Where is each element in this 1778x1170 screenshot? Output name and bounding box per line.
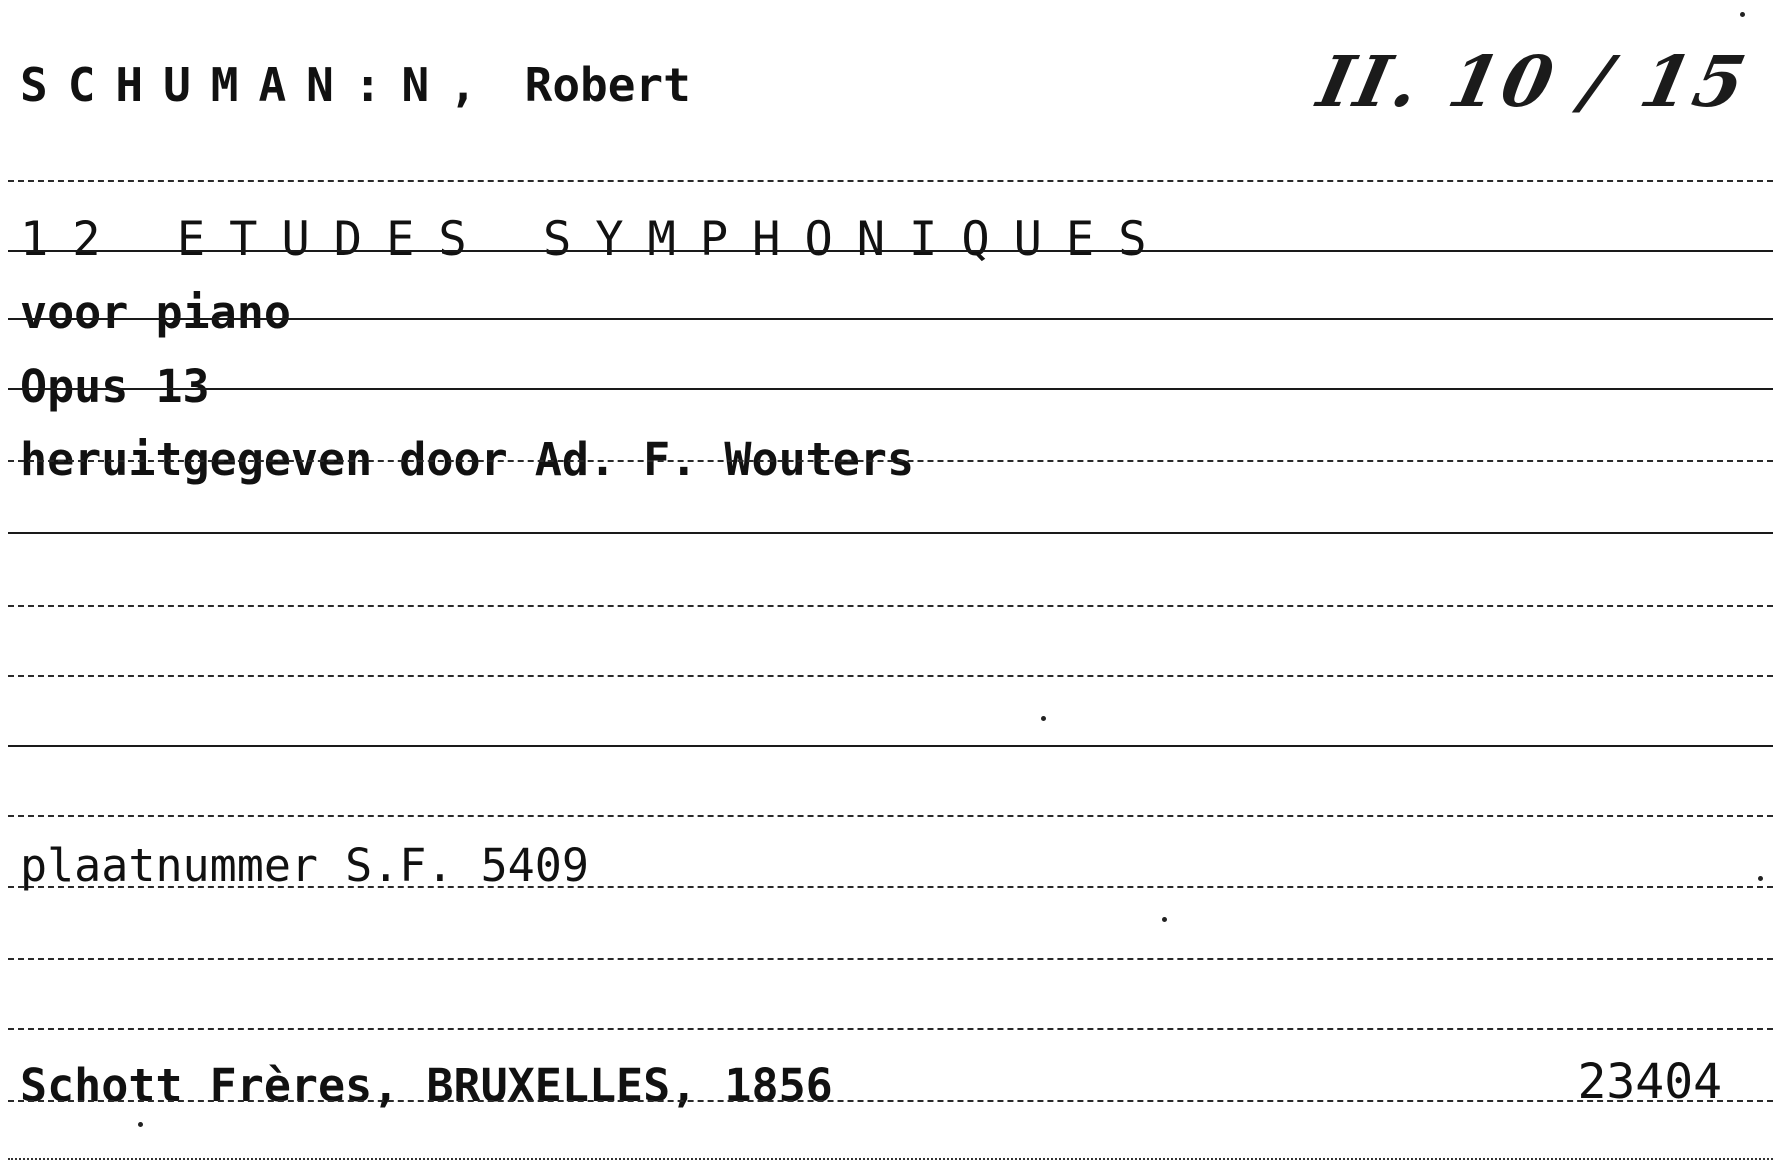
- ruled-line: [8, 958, 1773, 960]
- ruled-line: [8, 605, 1773, 607]
- ruled-line: [8, 815, 1773, 817]
- ruled-line: [8, 250, 1773, 252]
- opus-number: Opus 13: [20, 360, 210, 413]
- composer-surname: SCHUMAN:N,: [20, 58, 497, 112]
- plate-number: plaatnummer S.F. 5409: [20, 839, 589, 892]
- publisher-imprint: Schott Frères, BRUXELLES, 1856: [20, 1059, 833, 1112]
- ruled-line: [8, 1158, 1773, 1160]
- ruled-line: [8, 318, 1773, 320]
- composer-given-name: Robert: [524, 58, 691, 112]
- instrumentation: voor piano: [20, 286, 291, 339]
- inventory-number: 23404: [1577, 1054, 1722, 1110]
- handwritten-call-number: II. 10 / 15: [1311, 40, 1757, 123]
- ink-speck: [1758, 876, 1763, 881]
- ruled-line: [8, 532, 1773, 534]
- ruled-line: [8, 886, 1773, 888]
- ruled-line: [8, 460, 1773, 462]
- ruled-line: [8, 745, 1773, 747]
- ruled-line: [8, 1100, 1773, 1102]
- editor-statement: heruitgegeven door Ad. F. Wouters: [20, 433, 915, 486]
- composer-heading: [20, 58, 691, 112]
- ink-speck: [138, 1122, 143, 1127]
- ruled-line: [8, 388, 1773, 390]
- ink-speck: [1740, 12, 1745, 17]
- ruled-line: [8, 675, 1773, 677]
- ruled-line: [8, 1028, 1773, 1030]
- ruled-line: [8, 180, 1773, 182]
- ink-speck: [1041, 716, 1046, 721]
- ink-speck: [1162, 917, 1167, 922]
- work-title: 12 ETUDES SYMPHONIQUES: [20, 212, 1171, 267]
